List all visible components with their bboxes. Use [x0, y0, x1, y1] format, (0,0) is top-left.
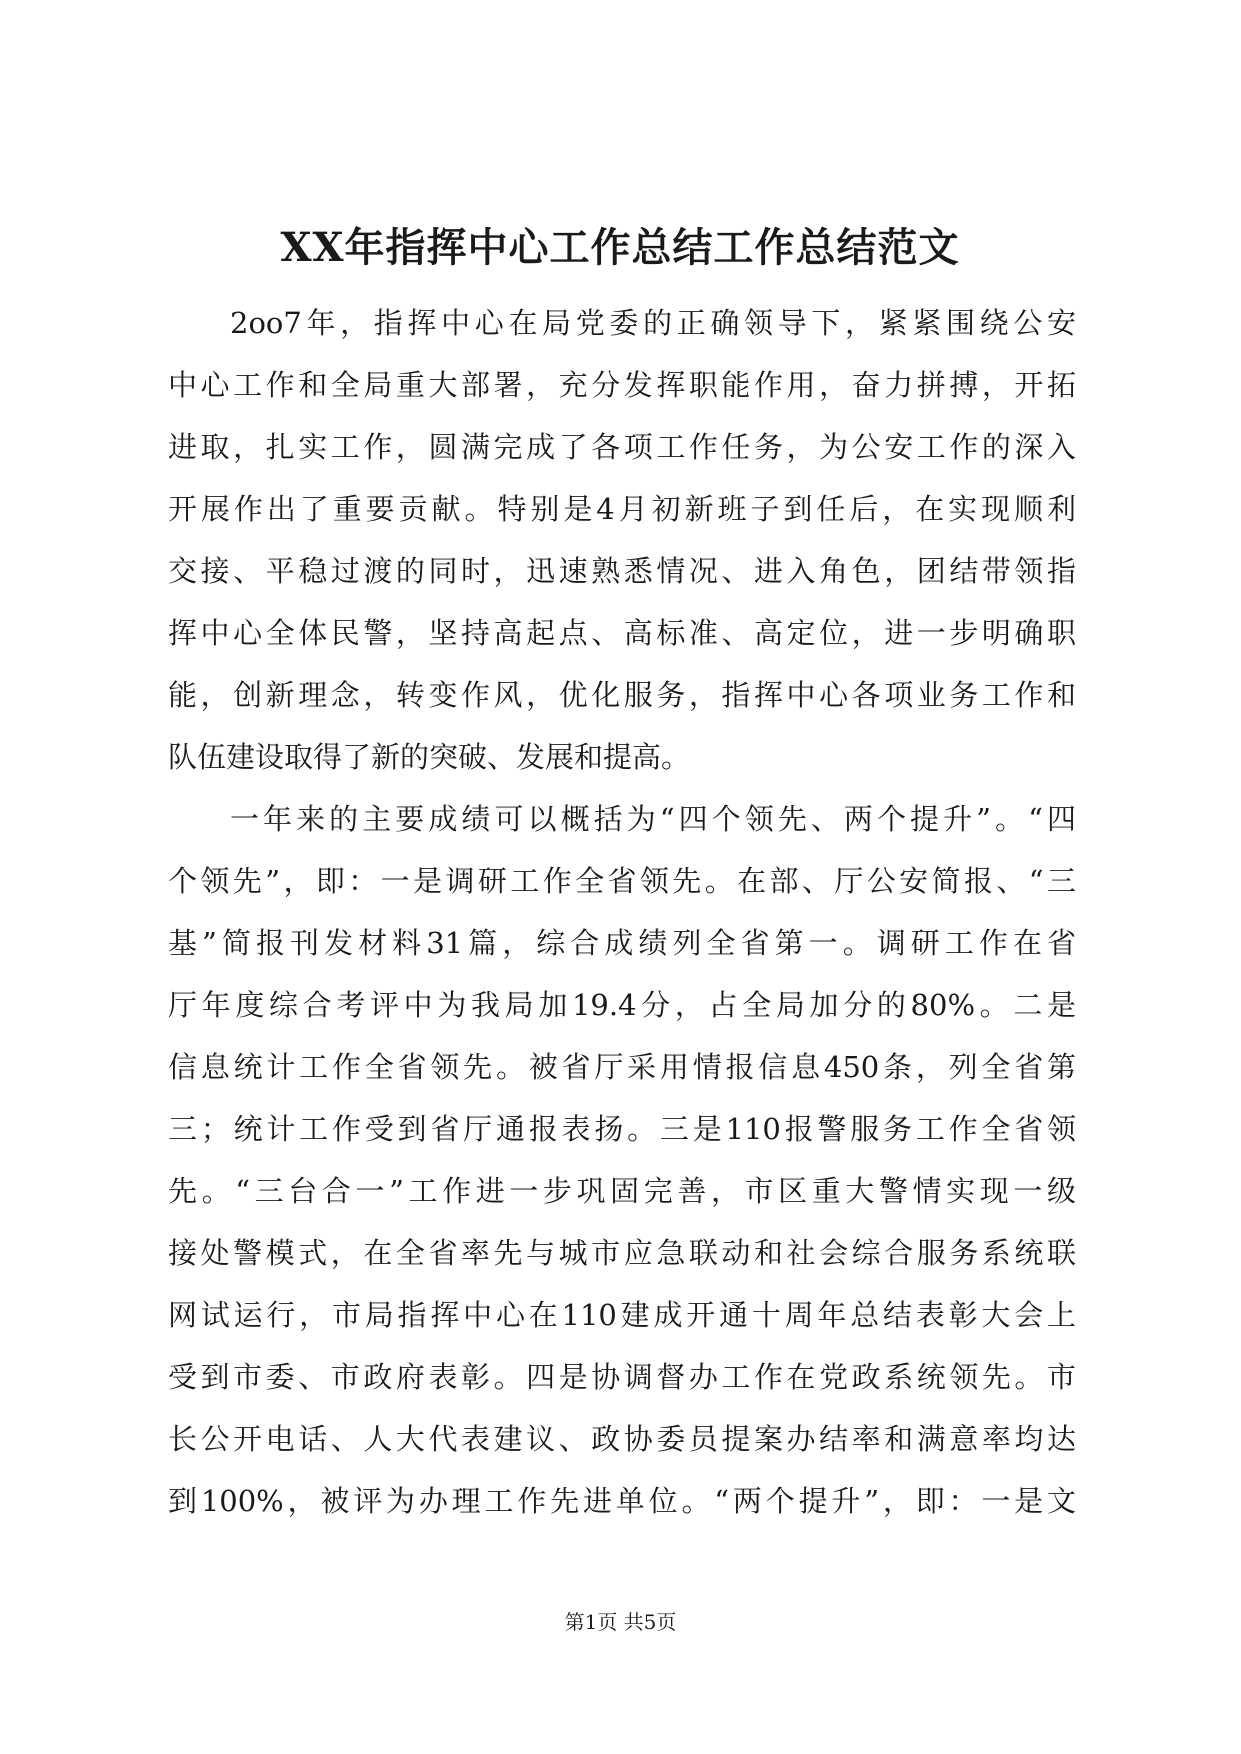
text-line: 信息统计工作全省领先。被省厅采用情报信息450条，列全省第	[168, 1050, 1076, 1084]
text-line: 三；统计工作受到省厅通报表扬。三是110报警服务工作全省领	[168, 1112, 1076, 1146]
text-line: 基”简报刊发材料31篇，综合成绩列全省第一。调研工作在省	[168, 926, 1076, 960]
text-line: 厅年度综合考评中为我局加19.4分，占全局加分的80%。二是	[168, 988, 1076, 1022]
text-line: 挥中心全体民警，坚持高起点、高标准、高定位，进一步明确职	[168, 616, 1076, 650]
text-line: 受到市委、市政府表彰。四是协调督办工作在党政系统领先。市	[168, 1360, 1076, 1394]
text-line: 2oo7年，指挥中心在局党委的正确领导下，紧紧围绕公安	[230, 306, 1076, 340]
document-body	[168, 292, 1076, 1532]
text-line: 交接、平稳过渡的同时，迅速熟悉情况、进入角色，团结带领指	[168, 554, 1076, 588]
document-title: XX年指挥中心工作总结工作总结范文	[280, 224, 960, 271]
text-line: 到100%，被评为办理工作先进单位。“两个提升”，即：一是文	[168, 1484, 1076, 1518]
paragraph-1	[168, 292, 1076, 788]
text-line: 长公开电话、人大代表建议、政协委员提案办结率和满意率均达	[168, 1422, 1076, 1456]
text-line: 能，创新理念，转变作风，优化服务，指挥中心各项业务工作和	[168, 678, 1076, 712]
text-line: 队伍建设取得了新的突破、发展和提高。	[168, 740, 691, 774]
text-line: 中心工作和全局重大部署，充分发挥职能作用，奋力拼搏，开拓	[168, 368, 1076, 402]
text-line: 开展作出了重要贡献。特别是4月初新班子到任后，在实现顺利	[168, 492, 1076, 526]
text-line: 一年来的主要成绩可以概括为“四个领先、两个提升”。“四	[230, 802, 1076, 836]
text-line: 先。“三台合一”工作进一步巩固完善，市区重大警情实现一级	[168, 1174, 1076, 1208]
page-number-footer: 第1页 共5页	[564, 1610, 677, 1634]
text-line: 个领先”，即：一是调研工作全省领先。在部、厅公安简报、“三	[168, 864, 1076, 898]
text-line: 网试运行，市局指挥中心在110建成开通十周年总结表彰大会上	[168, 1298, 1076, 1332]
text-line: 进取，扎实工作，圆满完成了各项工作任务，为公安工作的深入	[168, 430, 1076, 464]
text-line: 接处警模式，在全省率先与城市应急联动和社会综合服务系统联	[168, 1236, 1076, 1270]
paragraph-2	[168, 788, 1076, 1532]
